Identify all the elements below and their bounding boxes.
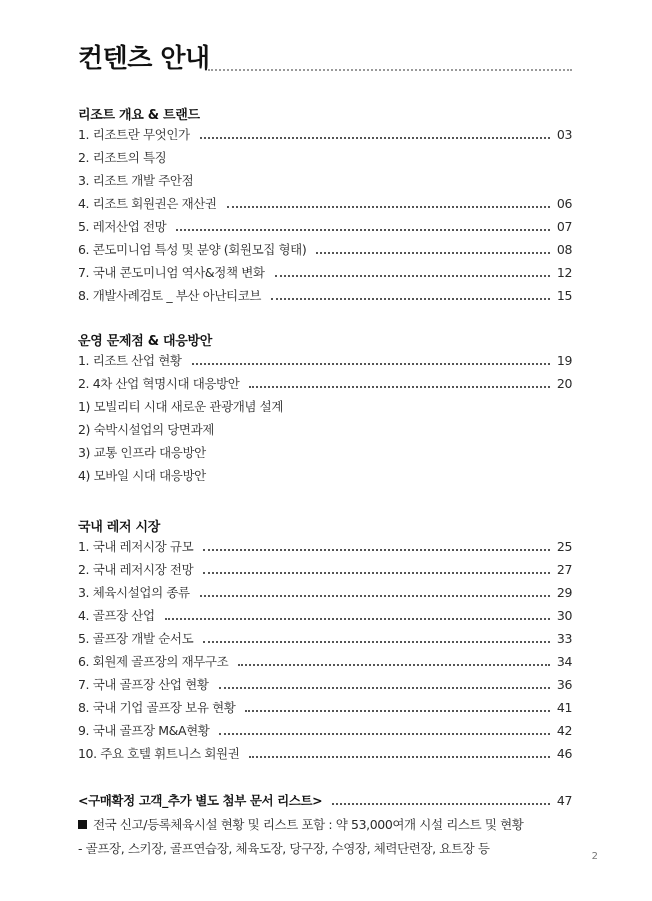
section-heading: 국내 레저 시장 (78, 520, 160, 535)
toc-entry[interactable] (78, 538, 572, 556)
toc-header (78, 38, 572, 78)
toc-entry-page: 12 (556, 265, 572, 280)
toc-entry-page: 29 (556, 585, 572, 600)
appendix-dash-line (78, 840, 490, 858)
toc-entry-label: 4. 골프장 산업 (78, 608, 155, 623)
toc-entry-label: 4) 모바일 시대 대응방안 (78, 468, 206, 483)
toc-entry[interactable] (78, 630, 572, 648)
toc-entry-label: 1. 리조트 산업 현황 (78, 353, 182, 368)
dotted-leader (203, 641, 550, 643)
page-title: 컨텐츠 안내 (78, 44, 210, 74)
dotted-leader (249, 386, 550, 388)
toc-entry[interactable] (78, 699, 572, 717)
toc-entry-label: 1) 모빌리티 시대 새로운 관광개념 설계 (78, 399, 284, 414)
dotted-leader (176, 229, 550, 231)
dotted-leader (203, 549, 550, 551)
dotted-leader (200, 137, 550, 139)
dotted-leader (165, 618, 550, 620)
toc-entry-label: 7. 국내 골프장 산업 현황 (78, 677, 209, 692)
toc-entry-label: 2) 숙박시설업의 당면과제 (78, 422, 214, 437)
section-heading: 리조트 개요 & 트랜드 (78, 108, 200, 123)
toc-entry-page: 41 (556, 700, 572, 715)
toc-entry[interactable] (78, 172, 572, 190)
toc-entry[interactable] (78, 607, 572, 625)
toc-entry[interactable] (78, 149, 572, 167)
appendix-bullet-line (78, 816, 523, 834)
toc-entry-label: 1. 국내 레저시장 규모 (78, 539, 194, 554)
dotted-leader (316, 252, 550, 254)
toc-entry-label: 3. 리조트 개발 주안점 (78, 173, 194, 188)
toc-entry-label: 1. 리조트란 무엇인가 (78, 127, 190, 142)
toc-entry-label: 6. 콘도미니엄 특성 및 분양 (회원모집 형태) (78, 242, 307, 257)
dotted-leader (238, 664, 550, 666)
toc-entry[interactable] (78, 421, 572, 439)
toc-entry-label: 8. 개발사례검토 _ 부산 아난티코브 (78, 288, 262, 303)
toc-entry-page: 34 (556, 654, 572, 669)
toc-entry[interactable] (78, 352, 572, 370)
dotted-leader (332, 803, 550, 805)
toc-entry-page: 03 (556, 127, 572, 142)
toc-entry[interactable] (78, 584, 572, 602)
toc-entry-label: 4. 리조트 회원권은 재산권 (78, 196, 217, 211)
toc-entry[interactable] (78, 126, 572, 144)
toc-entry-page: 19 (556, 353, 572, 368)
appendix-page: 47 (556, 793, 572, 808)
toc-entry-label: 10. 주요 호텔 휘트니스 회원권 (78, 746, 240, 761)
toc-entry-label: 9. 국내 골프장 M&A현황 (78, 723, 210, 738)
toc-entry-page: 08 (556, 242, 572, 257)
toc-entry-page: 46 (556, 746, 572, 761)
dotted-leader (227, 206, 550, 208)
toc-entry[interactable] (78, 676, 572, 694)
section-heading: 운영 문제점 & 대응방안 (78, 334, 213, 349)
toc-entry[interactable] (78, 561, 572, 579)
toc-entry[interactable] (78, 653, 572, 671)
dotted-leader (203, 572, 550, 574)
dotted-leader (219, 733, 550, 735)
dotted-leader (200, 595, 550, 597)
toc-entry-page: 27 (556, 562, 572, 577)
toc-entry[interactable] (78, 264, 572, 282)
toc-entry-page: 36 (556, 677, 572, 692)
toc-entry-page: 06 (556, 196, 572, 211)
toc-entry-page: 20 (556, 376, 572, 391)
toc-entry-page: 30 (556, 608, 572, 623)
appendix-dash-text: - 골프장, 스키장, 골프연습장, 체육도장, 당구장, 수영장, 체력단련장, 요트장 등 (78, 841, 490, 856)
toc-entry-label: 3. 체육시설업의 종류 (78, 585, 190, 600)
toc-entry-label: 2. 리조트의 특징 (78, 150, 167, 165)
title-dotted-leader (208, 69, 572, 71)
toc-entry[interactable] (78, 398, 572, 416)
toc-entry[interactable] (78, 467, 572, 485)
toc-entry-label: 5. 골프장 개발 순서도 (78, 631, 194, 646)
toc-entry[interactable] (78, 195, 572, 213)
appendix-bullet-text: 전국 신고/등록체육시설 현황 및 리스트 포함 : 약 53,000여개 시설 리스트 및 현황 (93, 817, 524, 832)
toc-entry-label: 3) 교통 인프라 대응방안 (78, 445, 206, 460)
toc-entry-page: 33 (556, 631, 572, 646)
toc-entry-page: 07 (556, 219, 572, 234)
toc-entry-label: 5. 레저산업 전망 (78, 219, 167, 234)
toc-entry-page: 25 (556, 539, 572, 554)
toc-entry[interactable] (78, 375, 572, 393)
appendix-heading: <구매확정 고객_추가 별도 첨부 문서 리스트> (78, 793, 323, 808)
dotted-leader (245, 710, 550, 712)
toc-entry[interactable] (78, 722, 572, 740)
dotted-leader (192, 363, 550, 365)
toc-entry[interactable] (78, 444, 572, 462)
toc-entry-label: 7. 국내 콘도미니엄 역사&정책 변화 (78, 265, 265, 280)
dotted-leader (271, 298, 550, 300)
toc-entry[interactable] (78, 745, 572, 763)
toc-entry-label: 8. 국내 기업 골프장 보유 현황 (78, 700, 236, 715)
dotted-leader (249, 756, 550, 758)
toc-entry-page: 15 (556, 288, 572, 303)
dotted-leader (275, 275, 550, 277)
toc-entry-label: 6. 회원제 골프장의 재무구조 (78, 654, 229, 669)
toc-entry[interactable] (78, 218, 572, 236)
toc-entry[interactable] (78, 241, 572, 259)
toc-entry-label: 2. 4차 산업 혁명시대 대응방안 (78, 376, 240, 391)
appendix-entry[interactable] (78, 792, 572, 810)
square-bullet-icon (78, 820, 87, 829)
toc-entry-label: 2. 국내 레저시장 전망 (78, 562, 194, 577)
page-number: 2 (591, 851, 598, 862)
toc-entry[interactable] (78, 287, 572, 305)
toc-entry-page: 42 (556, 723, 572, 738)
dotted-leader (219, 687, 550, 689)
